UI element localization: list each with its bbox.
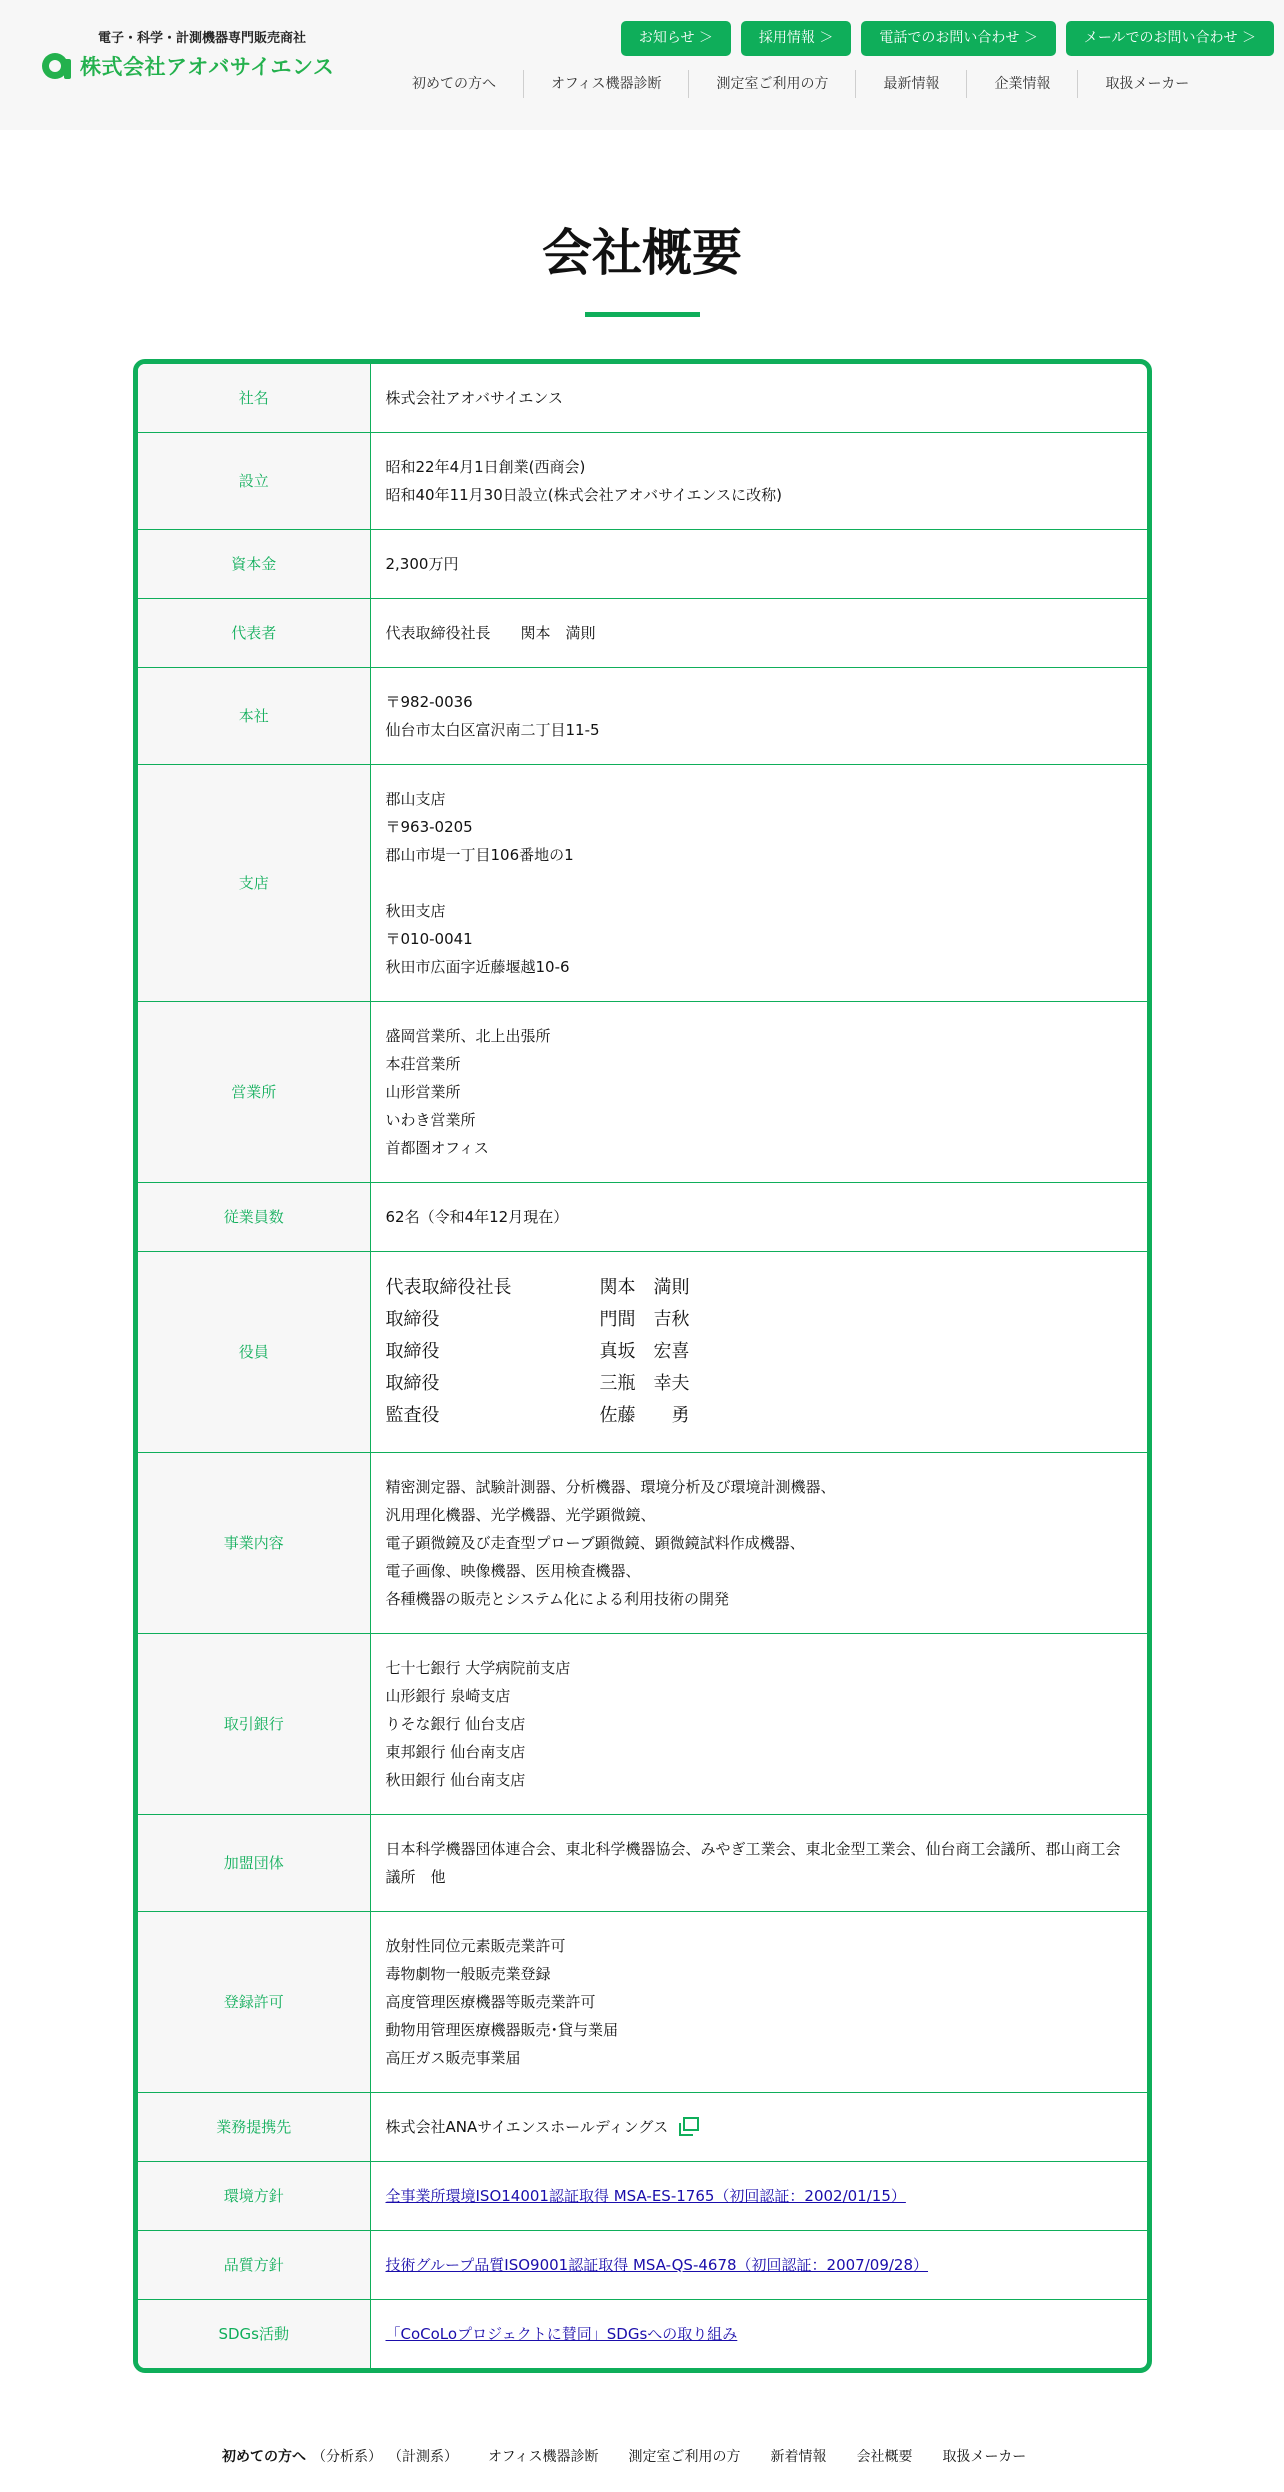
text-line: 各種機器の販売とシステム化による利用技術の開発 — [385, 1589, 730, 1608]
text-line: 山形営業所 — [385, 1082, 461, 1101]
text-line: 東邦銀行 仙台南支店 — [385, 1742, 526, 1761]
row-label: 代表者 — [138, 598, 370, 667]
row-label: 支店 — [138, 764, 370, 1001]
officer-name: 門間 吉秋 — [599, 1308, 690, 1330]
text-line: 放射性同位元素販売業許可 — [385, 1936, 566, 1955]
text-line: 精密測定器、試験計測器、分析機器、環境分析及び環境計測機器、 — [385, 1477, 836, 1496]
business-value — [370, 1452, 1147, 1633]
text-line: 〒963-0205 — [385, 817, 473, 836]
company-name-value: 株式会社アオバサイエンス — [370, 364, 1147, 432]
text-line: 盛岡営業所、北上出張所 — [385, 1026, 551, 1045]
table-row — [138, 598, 1147, 667]
row-label: 環境方針 — [138, 2161, 370, 2230]
table-row — [138, 1001, 1147, 1182]
row-label: 本社 — [138, 667, 370, 764]
text-line: 郡山支店 — [385, 789, 446, 808]
table-row — [138, 1251, 1147, 1452]
officer-name: 真坂 宏喜 — [599, 1340, 690, 1362]
officer-title: 取締役 — [385, 1372, 440, 1394]
row-label: 営業所 — [138, 1001, 370, 1182]
table-row — [138, 1911, 1147, 2092]
footer-first-measurement[interactable]: （計測系） — [388, 2449, 458, 2465]
nav-company-info[interactable]: 企業情報 — [966, 70, 1077, 98]
table-row — [138, 2299, 1147, 2368]
nav-office-diagnosis[interactable]: オフィス機器診断 — [523, 70, 688, 98]
nav-measurement-room[interactable]: 測定室ご利用の方 — [688, 70, 855, 98]
associations-value: 日本科学機器団体連合会、東北科学機器協会、みやぎ工業会、東北金型工業会、仙台商工会議所、郡山商工会議所 他 — [370, 1814, 1147, 1911]
footer-office-diagnosis[interactable]: オフィス機器診断 — [488, 2449, 599, 2465]
sdgs-link[interactable]: 「CoCoLoプロジェクトに賛同」SDGsへの取り組み — [385, 2324, 738, 2343]
footer-nav — [222, 2446, 1056, 2466]
text-line: 昭和22年4月1日創業(西商会) — [385, 457, 586, 476]
nav-first-visit[interactable]: 初めての方へ — [412, 76, 496, 92]
officer-name: 三瓶 幸夫 — [599, 1372, 690, 1394]
site-header — [0, 0, 1284, 130]
officer-name: 佐藤 勇 — [599, 1404, 690, 1426]
quality-policy-link[interactable]: 技術グループ品質ISO9001認証取得 MSA-QS-4678（初回認証：2007/09/28） — [385, 2255, 929, 2274]
external-window-icon[interactable] — [678, 2117, 700, 2137]
text-line: 高度管理医療機器等販売業許可 — [385, 1992, 596, 2011]
text-line: いわき営業所 — [385, 1110, 476, 1129]
text-line: 本荘営業所 — [385, 1054, 461, 1073]
text-line: 毒物劇物一般販売業登録 — [385, 1964, 551, 1983]
table-row — [138, 364, 1147, 432]
row-label: 資本金 — [138, 529, 370, 598]
head-office-value — [370, 667, 1147, 764]
text-line: 仙台市太白区富沢南二丁目11-5 — [385, 720, 600, 739]
table-row — [138, 1182, 1147, 1251]
site-tagline: 電子・科学・計測機器専門販売商社 — [98, 31, 307, 46]
row-label: 役員 — [138, 1251, 370, 1452]
text-line: 山形銀行 泉崎支店 — [385, 1686, 511, 1705]
text-line: 汎用理化機器、光学機器、光学顕微鏡、 — [385, 1505, 656, 1524]
nav-makers[interactable]: 取扱メーカー — [1077, 70, 1216, 98]
footer-news[interactable]: 新着情報 — [770, 2449, 827, 2465]
phone-contact-button[interactable]: 電話でのお問い合わせ ＞ — [861, 21, 1055, 56]
row-label: SDGs活動 — [138, 2299, 370, 2368]
employees-value: 62名（令和4年12月現在） — [370, 1182, 1147, 1251]
text-line: 動物用管理医療機器販売･貸与業届 — [385, 2020, 619, 2039]
logo-text: 株式会社アオバサイエンス — [80, 55, 335, 79]
founded-value — [370, 432, 1147, 529]
officer-row — [386, 1368, 1133, 1400]
top-button-bar — [621, 21, 1274, 56]
logo-mark-icon — [40, 50, 74, 82]
row-label: 加盟団体 — [138, 1814, 370, 1911]
text-line: 昭和40年11月30日設立(株式会社アオバサイエンスに改称) — [385, 485, 782, 504]
footer-measurement-room[interactable]: 測定室ご利用の方 — [628, 2449, 741, 2465]
officer-row — [386, 1400, 1133, 1432]
row-label: 取引銀行 — [138, 1633, 370, 1814]
row-label: 品質方針 — [138, 2230, 370, 2299]
company-profile-table — [133, 359, 1152, 2373]
text-line: 秋田支店 — [385, 901, 446, 920]
environment-value — [370, 2161, 1147, 2230]
text-line: 〒010-0041 — [385, 929, 473, 948]
row-label: 業務提携先 — [138, 2092, 370, 2161]
officer-title: 取締役 — [385, 1308, 440, 1330]
mail-contact-button[interactable]: メールでのお問い合わせ ＞ — [1066, 21, 1274, 56]
row-label: 社名 — [138, 364, 370, 432]
licenses-value — [370, 1911, 1147, 2092]
footer-company[interactable]: 会社概要 — [856, 2449, 913, 2465]
representative-value: 代表取締役社長 関本 満則 — [370, 598, 1147, 667]
footer-first-visit[interactable]: 初めての方へ — [222, 2449, 306, 2465]
news-button[interactable]: お知らせ ＞ — [621, 21, 731, 56]
text-line: 首都圏オフィス — [385, 1138, 489, 1157]
page-title: 会社概要 — [542, 224, 742, 282]
table-row — [138, 764, 1147, 1001]
table-row — [138, 2092, 1147, 2161]
text-line: りそな銀行 仙台支店 — [385, 1714, 526, 1733]
site-logo[interactable] — [40, 50, 334, 82]
officers-value — [370, 1251, 1147, 1452]
table-row — [138, 529, 1147, 598]
text-line: 電子顕微鏡及び走査型プローブ顕微鏡、顕微鏡試料作成機器、 — [385, 1533, 805, 1552]
partner-link[interactable]: 株式会社ANAサイエンスホールディングス — [385, 2117, 669, 2136]
officer-title: 監査役 — [385, 1404, 440, 1426]
environment-policy-link[interactable]: 全事業所環境ISO14001認証取得 MSA-ES-1765（初回認証：2002/01/15） — [385, 2186, 906, 2205]
text-line: 郡山市堤一丁目106番地の1 — [385, 845, 574, 864]
text-line: 高圧ガス販売事業届 — [385, 2048, 521, 2067]
table-row — [138, 1814, 1147, 1911]
officer-title: 代表取締役社長 — [385, 1276, 512, 1298]
text-line: 電子画像、映像機器、医用検査機器、 — [385, 1561, 641, 1580]
table-row — [138, 2230, 1147, 2299]
officer-row — [386, 1272, 1133, 1304]
table-row — [138, 1452, 1147, 1633]
footer-first-analysis[interactable]: （分析系） — [312, 2449, 382, 2465]
table-row — [138, 667, 1147, 764]
title-underline — [585, 312, 700, 317]
banks-value — [370, 1633, 1147, 1814]
row-label: 登録許可 — [138, 1911, 370, 2092]
officer-name: 関本 満則 — [599, 1276, 690, 1298]
row-label: 設立 — [138, 432, 370, 529]
capital-value: 2,300万円 — [370, 529, 1147, 598]
row-label: 事業内容 — [138, 1452, 370, 1633]
officer-row — [386, 1304, 1133, 1336]
sdgs-value — [370, 2299, 1147, 2368]
partner-value[interactable] — [370, 2092, 1147, 2161]
officer-row — [386, 1336, 1133, 1368]
text-line: 秋田市広面字近藤堰越10-6 — [385, 957, 570, 976]
text-line: 〒982-0036 — [385, 692, 473, 711]
sales-offices-value — [370, 1001, 1147, 1182]
officer-title: 取締役 — [385, 1340, 440, 1362]
nav-latest-news[interactable]: 最新情報 — [855, 70, 966, 98]
spacer — [386, 869, 1133, 897]
footer-makers[interactable]: 取扱メーカー — [942, 2449, 1027, 2465]
quality-value — [370, 2230, 1147, 2299]
table-row — [138, 2161, 1147, 2230]
branches-value — [370, 764, 1147, 1001]
table-row — [138, 432, 1147, 529]
table-row — [138, 1633, 1147, 1814]
global-nav — [385, 70, 1216, 98]
row-label: 従業員数 — [138, 1182, 370, 1251]
text-line: 七十七銀行 大学病院前支店 — [385, 1658, 571, 1677]
recruit-button[interactable]: 採用情報 ＞ — [741, 21, 851, 56]
text-line: 秋田銀行 仙台南支店 — [385, 1770, 526, 1789]
